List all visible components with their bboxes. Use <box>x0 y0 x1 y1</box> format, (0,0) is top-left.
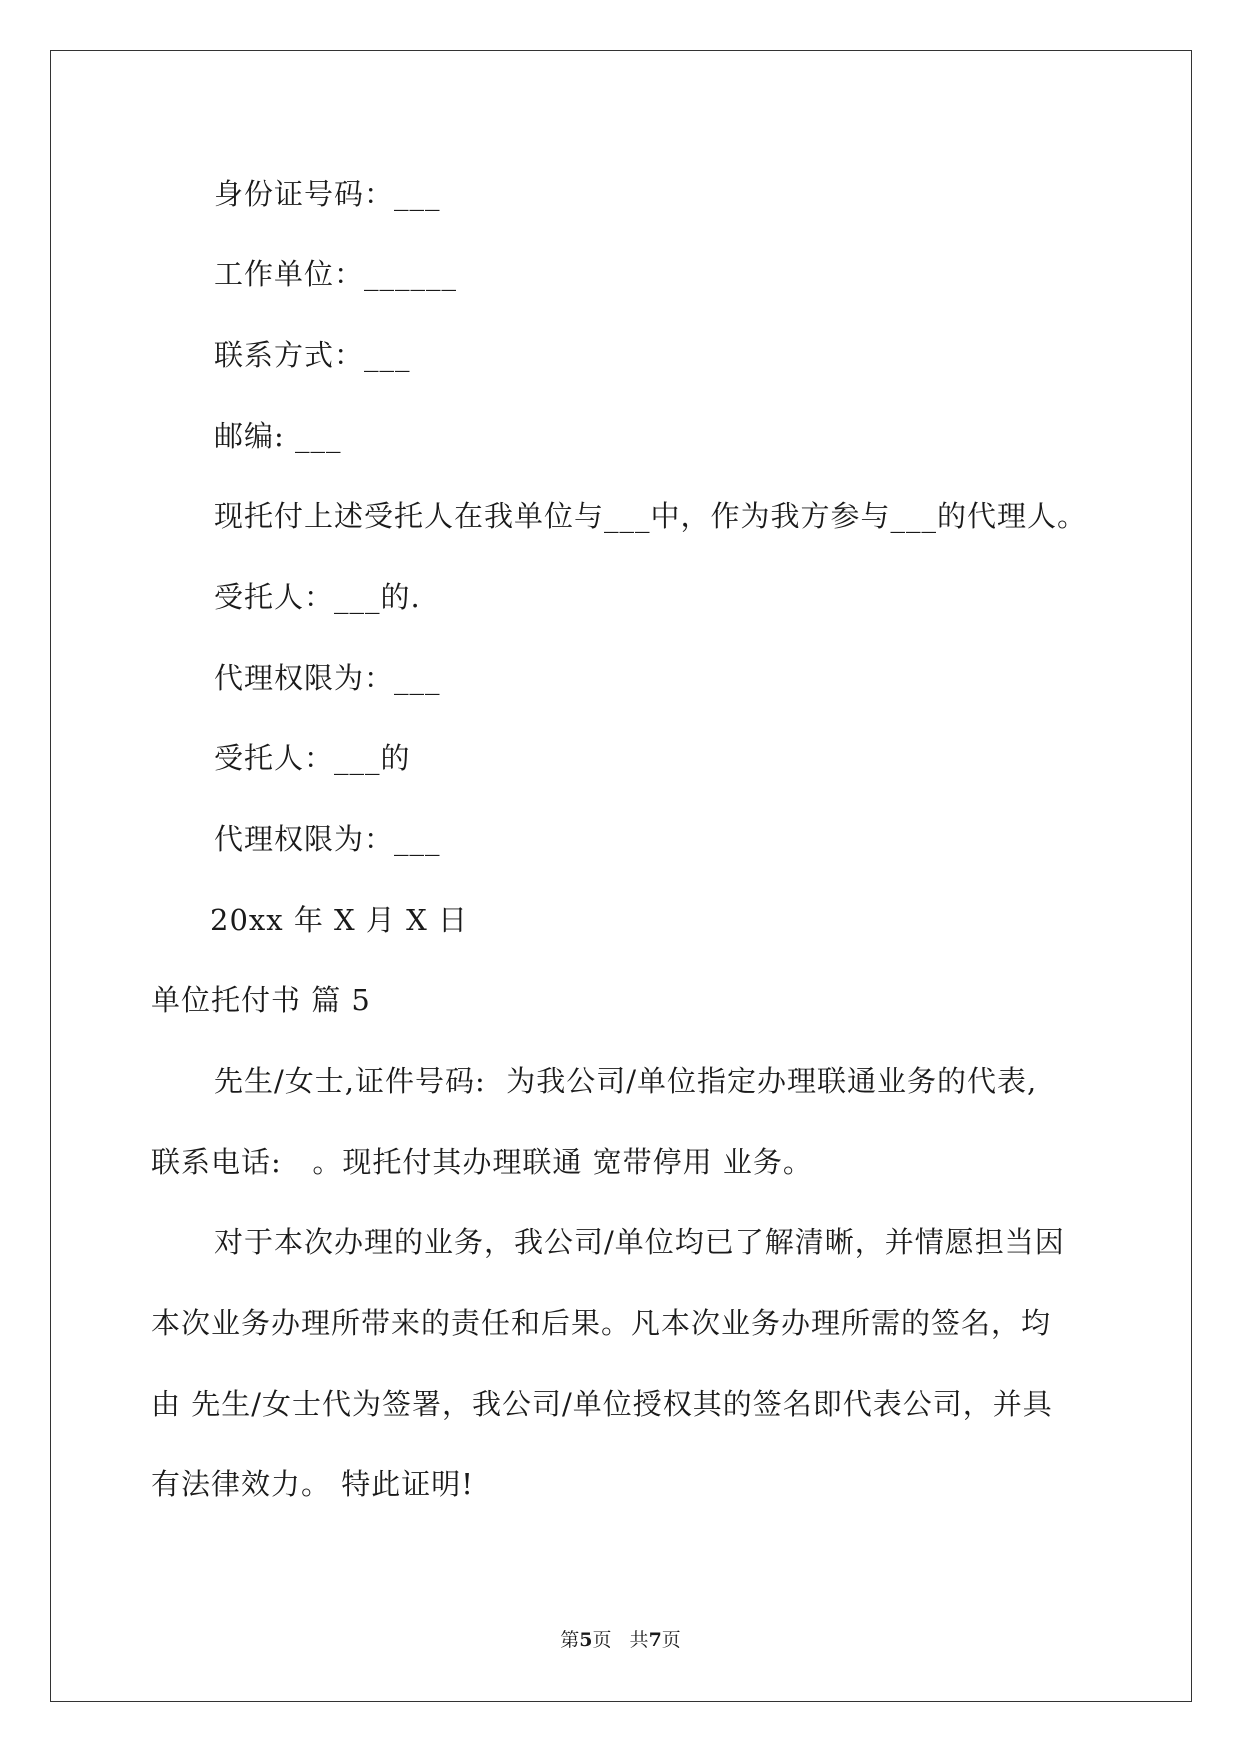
section-heading: 单位托付书 篇 5 <box>151 983 371 1017</box>
paragraph-2-line-3: 由 先生/女士代为签署，我公司/单位授权其的签名即代表公司，并具 <box>151 1387 1053 1421</box>
paragraph-1-line-2: 联系电话: 。现托付其办理联通 宽带停用 业务。 <box>151 1145 813 1179</box>
trustee-line-2: 受托人：___的 <box>214 741 411 775</box>
paragraph-2-line-1: 对于本次办理的业务，我公司/单位均已了解清晰，并情愿担当因 <box>214 1225 1065 1259</box>
postcode-line: 邮编: ___ <box>214 419 342 453</box>
contact-line: 联系方式：___ <box>214 338 411 372</box>
authority-line-2: 代理权限为：___ <box>214 822 441 856</box>
total-pages: 7 <box>648 1629 662 1651</box>
paragraph-2-line-4: 有法律效力。 特此证明! <box>151 1467 474 1501</box>
page-footer <box>0 1628 1241 1652</box>
date-line: 20xx 年 X 月 X 日 <box>210 903 468 937</box>
trustee-line-1: 受托人：___的. <box>214 580 421 614</box>
page-number: 5 <box>579 1629 593 1651</box>
entrust-statement-line: 现托付上述受托人在我单位与___中，作为我方参与___的代理人。 <box>214 499 1088 533</box>
work-unit-line: 工作单位：______ <box>214 257 458 291</box>
footer-suffix: 页 <box>661 1629 681 1651</box>
paragraph-1-line-1: 先生/女士,证件号码: 为我公司/单位指定办理联通业务的代表, <box>214 1064 1038 1098</box>
footer-prefix: 第 <box>560 1629 580 1651</box>
authority-line-1: 代理权限为：___ <box>214 661 441 695</box>
footer-mid: 页 共 <box>592 1629 649 1651</box>
page-frame <box>50 50 1192 1702</box>
id-number-line: 身份证号码：___ <box>214 177 441 211</box>
paragraph-2-line-2: 本次业务办理所带来的责任和后果。凡本次业务办理所需的签名，均 <box>151 1306 1052 1340</box>
